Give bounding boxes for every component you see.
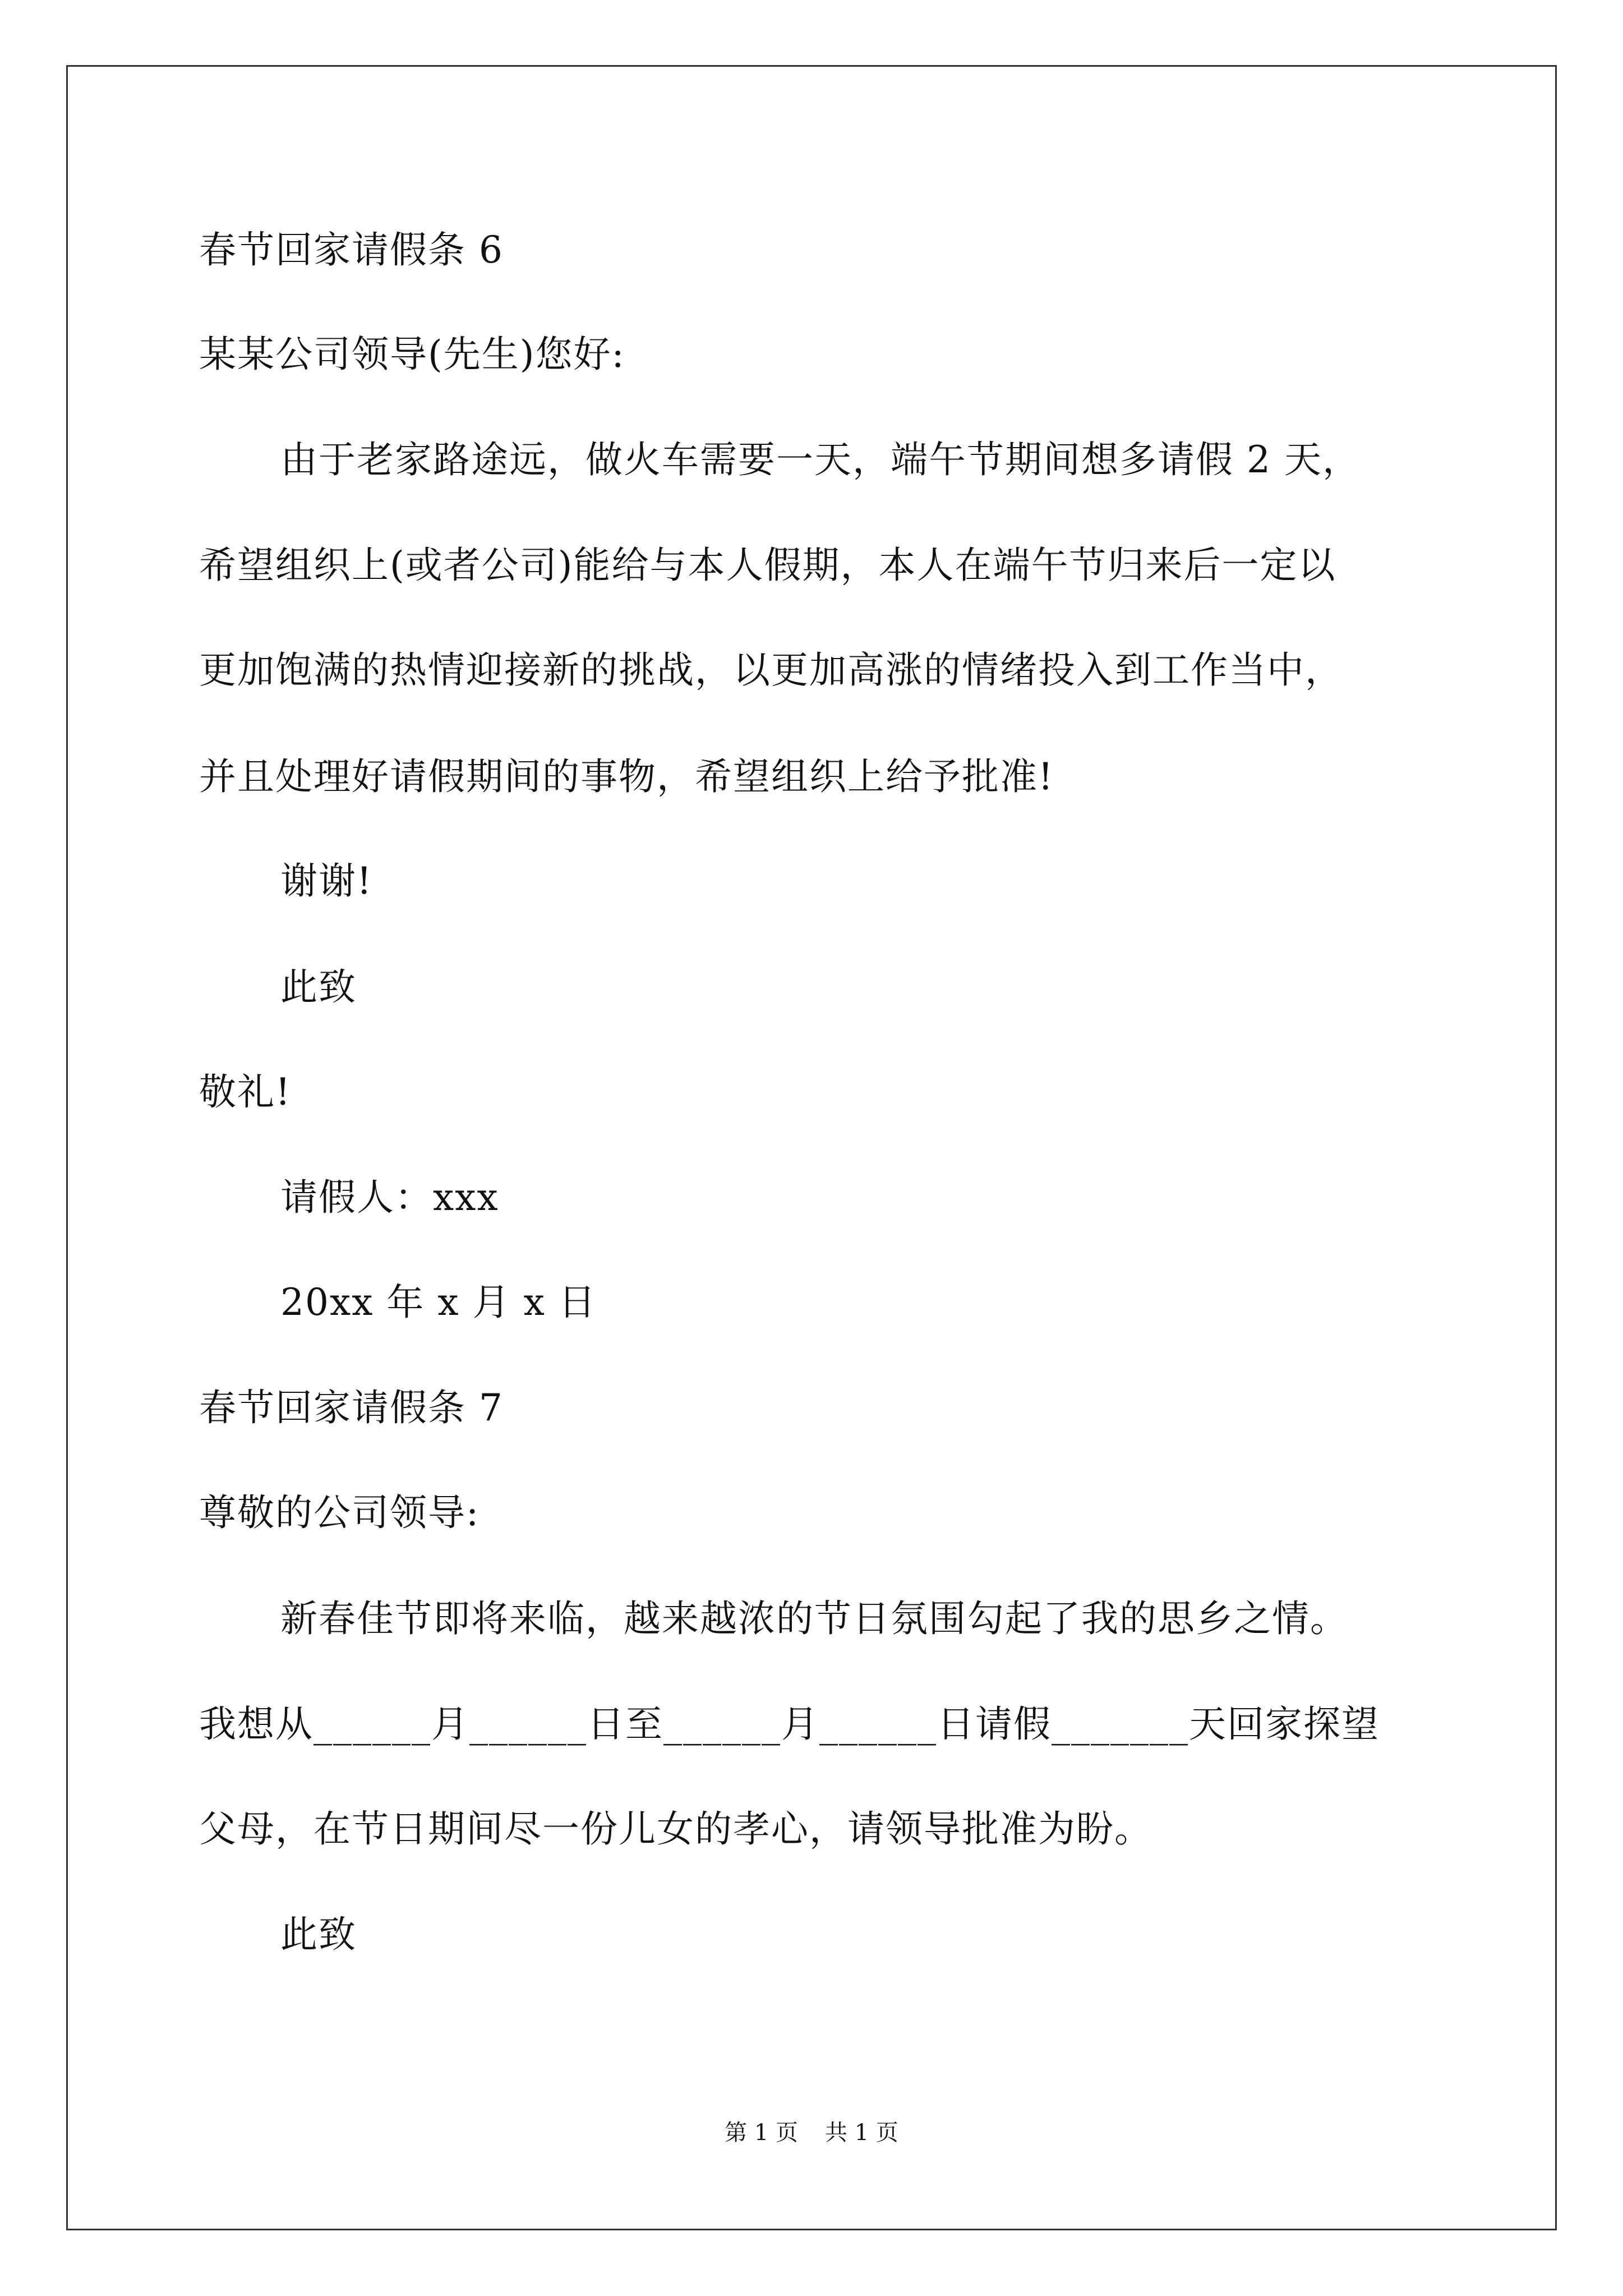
thanks-line: 谢谢! bbox=[280, 859, 373, 903]
page-border bbox=[66, 65, 1557, 2230]
date-line: 20xx 年 x 月 x 日 bbox=[280, 1281, 597, 1324]
body-line-3: 更加饱满的热情迎接新的挑战，以更加高涨的情绪投入到工作当中， bbox=[199, 648, 1343, 692]
body-line-1: 由于老家路途远，做火车需要一天，端午节期间想多请假 2 天， bbox=[280, 438, 1361, 481]
body-line-2: 希望组织上(或者公司)能给与本人假期，本人在端午节归来后一定以 bbox=[199, 544, 1336, 587]
page-footer bbox=[0, 2115, 1623, 2147]
body7-line-2: 我想从______月______日至______月______日请假_______天回家探望 bbox=[199, 1703, 1380, 1746]
body-line-4: 并且处理好请假期间的事物，希望组织上给予批准! bbox=[199, 755, 1054, 798]
body7-line-3: 父母，在节日期间尽一份儿女的孝心，请领导批准为盼。 bbox=[199, 1807, 1152, 1851]
body7-line-1: 新春佳节即将来临，越来越浓的节日氛围勾起了我的思乡之情。 bbox=[280, 1597, 1348, 1640]
salutation-6: 某某公司领导(先生)您好: bbox=[199, 333, 625, 376]
regards-line: 敬礼! bbox=[199, 1070, 292, 1114]
page-total: 共 1 页 bbox=[825, 2120, 898, 2146]
page-number: 第 1 页 bbox=[725, 2120, 798, 2146]
section-title-6: 春节回家请假条 6 bbox=[199, 228, 504, 272]
closing-line-7: 此致 bbox=[280, 1913, 357, 1956]
closing-line: 此致 bbox=[280, 965, 357, 1009]
section-title-7: 春节回家请假条 7 bbox=[199, 1386, 504, 1429]
applicant-line: 请假人：xxx bbox=[280, 1176, 499, 1219]
salutation-7: 尊敬的公司领导: bbox=[199, 1491, 480, 1534]
